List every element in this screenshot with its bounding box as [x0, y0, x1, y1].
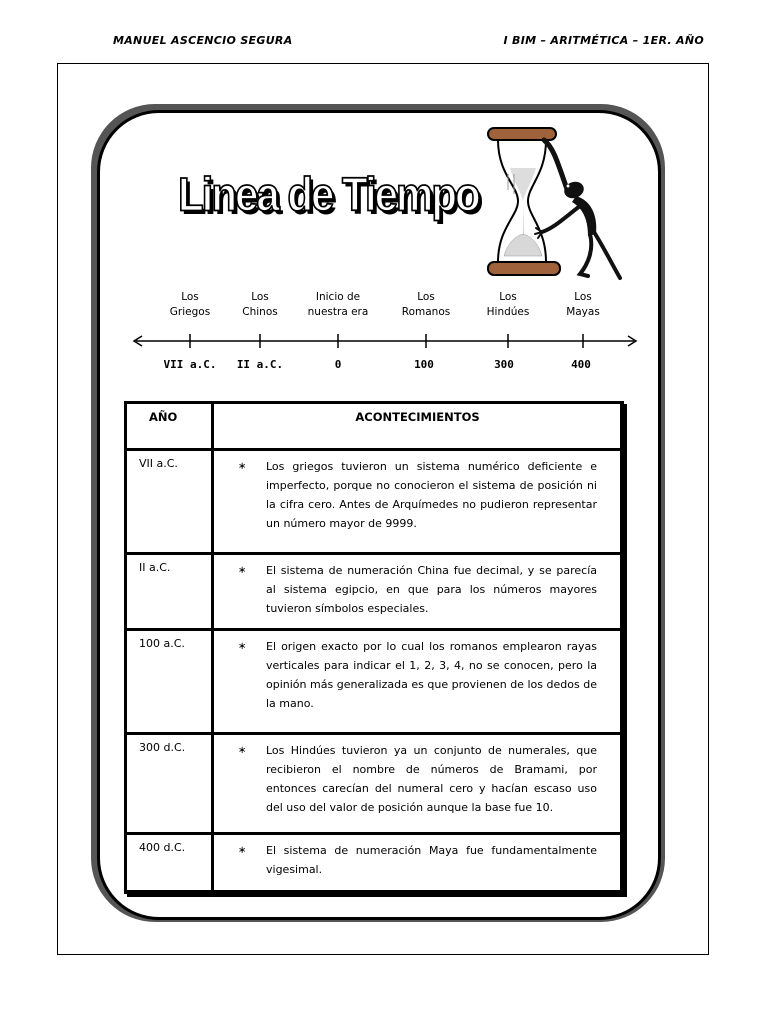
row-year: 300 d.C. — [126, 734, 213, 834]
timeline-tick-label: VII a.C. — [163, 358, 217, 371]
column-header-year: AÑO — [126, 403, 213, 450]
timeline-tick-label: 0 — [334, 358, 342, 371]
timeline-event-label: Inicio de nuestra era — [307, 291, 369, 318]
timeline-event-label: Los Mayas — [566, 291, 600, 318]
bullet-icon: ∗ — [238, 745, 247, 756]
row-event — [213, 630, 622, 734]
bullet-icon: ∗ — [238, 641, 247, 652]
row-year: VII a.C. — [126, 450, 213, 554]
table-row — [126, 834, 622, 892]
bullet-icon: ∗ — [238, 565, 247, 576]
event-text: Los griegos tuvieron un sistema numérico deficiente e imperfecto, porque no conocieron el sistema de posición ni la cifra cero. Antes de Arquímedes no pudieron representar un número mayor de 9999. — [266, 460, 597, 530]
row-event — [213, 734, 622, 834]
timeline-axis — [130, 330, 640, 354]
table-header-row — [126, 403, 622, 450]
timeline-tick-label: 400 — [571, 358, 591, 371]
bullet-icon: ∗ — [238, 461, 247, 472]
bullet-icon: ∗ — [238, 845, 247, 856]
event-text: El sistema de numeración Maya fue fundamentalmente vigesimal. — [266, 844, 597, 876]
header-author: MANUEL ASCENCIO SEGURA — [113, 34, 293, 47]
event-text: El origen exacto por lo cual los romanos emplearon rayas verticales para indicar el 1, 2, 3, 4, no se conocen, pero la opinión más generalizada es que provienen de los dedos de la mano. — [266, 640, 597, 710]
timeline-event-label: Los Griegos — [169, 291, 211, 318]
row-event — [213, 554, 622, 630]
row-year: 100 a.C. — [126, 630, 213, 734]
column-header-events: ACONTECIMIENTOS — [213, 403, 622, 450]
event-text: El sistema de numeración China fue decimal, y se parecía al sistema egipcio, en que para los números mayores tuvieron símbolos especiales. — [266, 564, 597, 615]
timeline-event-label: Los Chinos — [242, 291, 278, 318]
row-event — [213, 834, 622, 892]
hourglass-figure-illustration — [484, 124, 632, 284]
event-text: Los Hindúes tuvieron ya un conjunto de numerales, que recibieron el nombre de números de Bramami, por entonces carecían del numeral cero y hacían escaso uso del uso del valor de posición aunque la base fue 10. — [266, 744, 597, 814]
table-row — [126, 450, 622, 554]
row-year: 400 d.C. — [126, 834, 213, 892]
table-row — [126, 734, 622, 834]
timeline-event-label: Los Romanos — [401, 291, 451, 318]
page-title: Linea de Tiempo — [178, 168, 479, 221]
timeline-event-label: Los Hindúes — [486, 291, 530, 318]
row-event — [213, 450, 622, 554]
timeline-tick-label: 100 — [414, 358, 434, 371]
timeline-tick-label: II a.C. — [236, 358, 284, 371]
timeline-tick-label: 300 — [494, 358, 514, 371]
row-year: II a.C. — [126, 554, 213, 630]
header-course: I BIM – ARITMÉTICA – 1ER. AÑO — [503, 34, 704, 47]
events-table — [124, 401, 624, 894]
table-row — [126, 554, 622, 630]
table-row — [126, 630, 622, 734]
